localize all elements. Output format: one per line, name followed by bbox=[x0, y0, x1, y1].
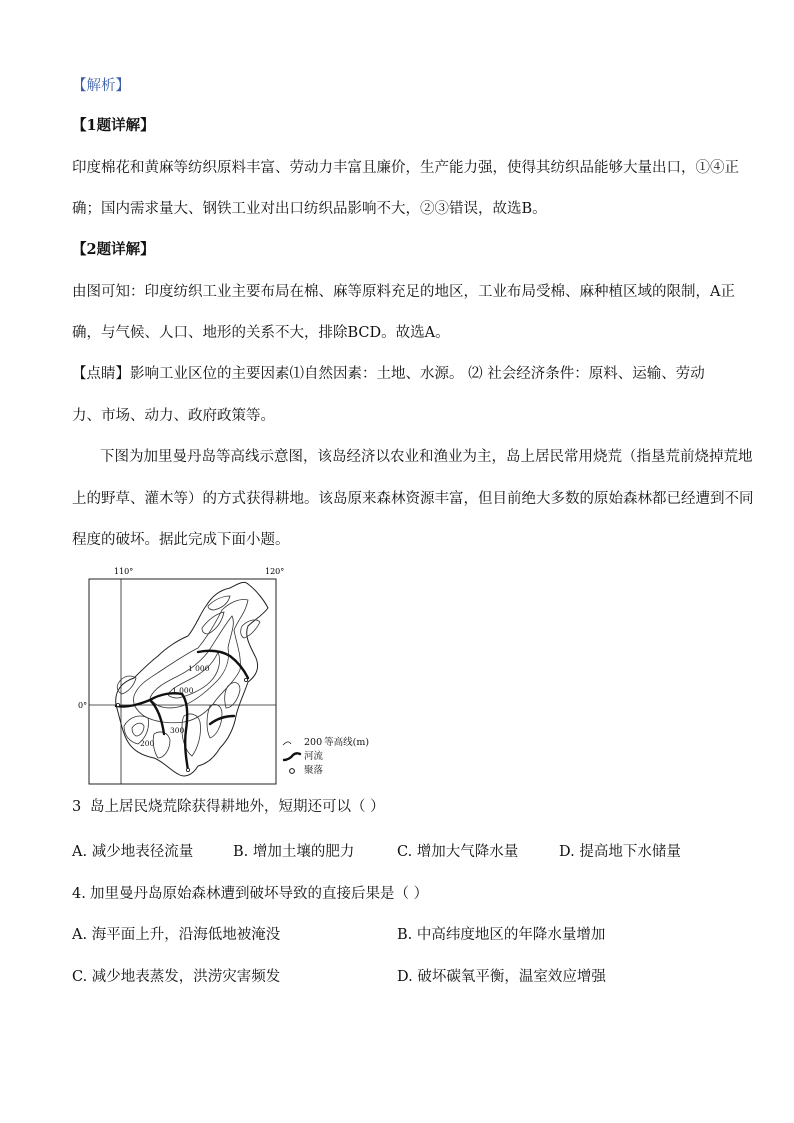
q1-detail-text-2: 确；国内需求量大、钢铁工业对出口纺织品影响不大，②③错误，故选B。 bbox=[72, 201, 547, 217]
question-4-option-b[interactable]: B. 中高纬度地区的年降水量增加 bbox=[397, 927, 606, 943]
analysis-heading: 【解析】 bbox=[72, 78, 130, 94]
legend-settlement bbox=[283, 764, 369, 778]
legend-river-label: 河流 bbox=[304, 751, 324, 762]
borneo-contour-map bbox=[78, 566, 288, 788]
question-3-number: 3 bbox=[72, 799, 82, 815]
q1-detail-title: 【1题详解】 bbox=[72, 117, 155, 134]
legend-settlement-label: 聚落 bbox=[304, 765, 324, 776]
question-4-number: 4. bbox=[72, 886, 86, 902]
contour-label-300: 300 bbox=[170, 726, 185, 735]
legend-contour-label: 等高线(m) bbox=[324, 737, 370, 748]
contour-lines bbox=[117, 596, 260, 758]
intro-text-1: 下图为加里曼丹岛等高线示意图，该岛经济以农业和渔业为主，岛上居民常用烧荒（指垦荒前烧掉荒地 bbox=[100, 449, 753, 465]
question-4-option-d[interactable]: D. 破坏碳氧平衡，温室效应增强 bbox=[397, 969, 606, 985]
question-3-option-b[interactable]: B. 增加土壤的肥力 bbox=[233, 844, 355, 860]
question-3-option-c[interactable]: C. 增加大气降水量 bbox=[397, 844, 519, 860]
question-3-stem: 岛上居民烧荒除获得耕地外，短期还可以（ ） bbox=[90, 799, 385, 815]
question-4-option-c[interactable]: C. 减少地表蒸发，洪涝灾害频发 bbox=[72, 969, 281, 985]
contour-label-200: 200 bbox=[140, 739, 155, 748]
latitude-label-0: 0° bbox=[78, 701, 88, 710]
tip-text-1: 【点睛】影响工业区位的主要因素⑴自然因素：土地、水源。 ⑵ 社会经济条件：原料、运输、劳动 bbox=[72, 366, 705, 382]
q2-detail-text-2: 确，与气候、人口、地形的关系不大，排除BCD。故选A。 bbox=[72, 325, 450, 341]
longitude-label-110: 110° bbox=[114, 567, 134, 576]
river-legend-icon bbox=[283, 752, 301, 762]
q2-detail-text-1: 由图可知：印度纺织工业主要布局在棉、麻等原料充足的地区，工业布局受棉、麻种植区域的限制，A正 bbox=[72, 284, 735, 300]
longitude-label-120: 120° bbox=[265, 567, 285, 576]
settlement-legend-icon bbox=[283, 766, 301, 776]
map-legend bbox=[283, 736, 369, 778]
river-lines bbox=[116, 651, 248, 770]
question-3-option-a[interactable]: A. 减少地表径流量 bbox=[72, 844, 194, 860]
q1-detail-text-1: 印度棉花和黄麻等纺织原料丰富、劳动力丰富且廉价，生产能力强，使得其纺织品能够大量出口，①④正 bbox=[72, 160, 739, 176]
question-4-stem: 加里曼丹岛原始森林遭到破坏导致的直接后果是（ ） bbox=[90, 886, 429, 902]
legend-river bbox=[283, 750, 369, 764]
question-3-option-d[interactable]: D. 提高地下水储量 bbox=[559, 844, 681, 860]
legend-contour bbox=[283, 736, 369, 750]
tip-text-2: 力、市场、动力、政府政策等。 bbox=[72, 408, 275, 424]
contour-label-1000-a: 1 000 bbox=[188, 664, 210, 673]
contour-legend-icon bbox=[283, 738, 301, 748]
contour-label-1000-b: 1 000 bbox=[172, 686, 194, 695]
intro-text-2: 上的野草、灌木等）的方式获得耕地。该岛原来森林资源丰富，但目前绝大多数的原始森林都已经遭到不同 bbox=[72, 491, 754, 507]
q2-detail-title: 【2题详解】 bbox=[72, 241, 155, 258]
intro-text-3: 程度的破坏。据此完成下面小题。 bbox=[72, 532, 290, 548]
question-4-option-a[interactable]: A. 海平面上升，沿海低地被淹没 bbox=[72, 927, 281, 943]
legend-contour-sample: 200 bbox=[304, 737, 323, 748]
